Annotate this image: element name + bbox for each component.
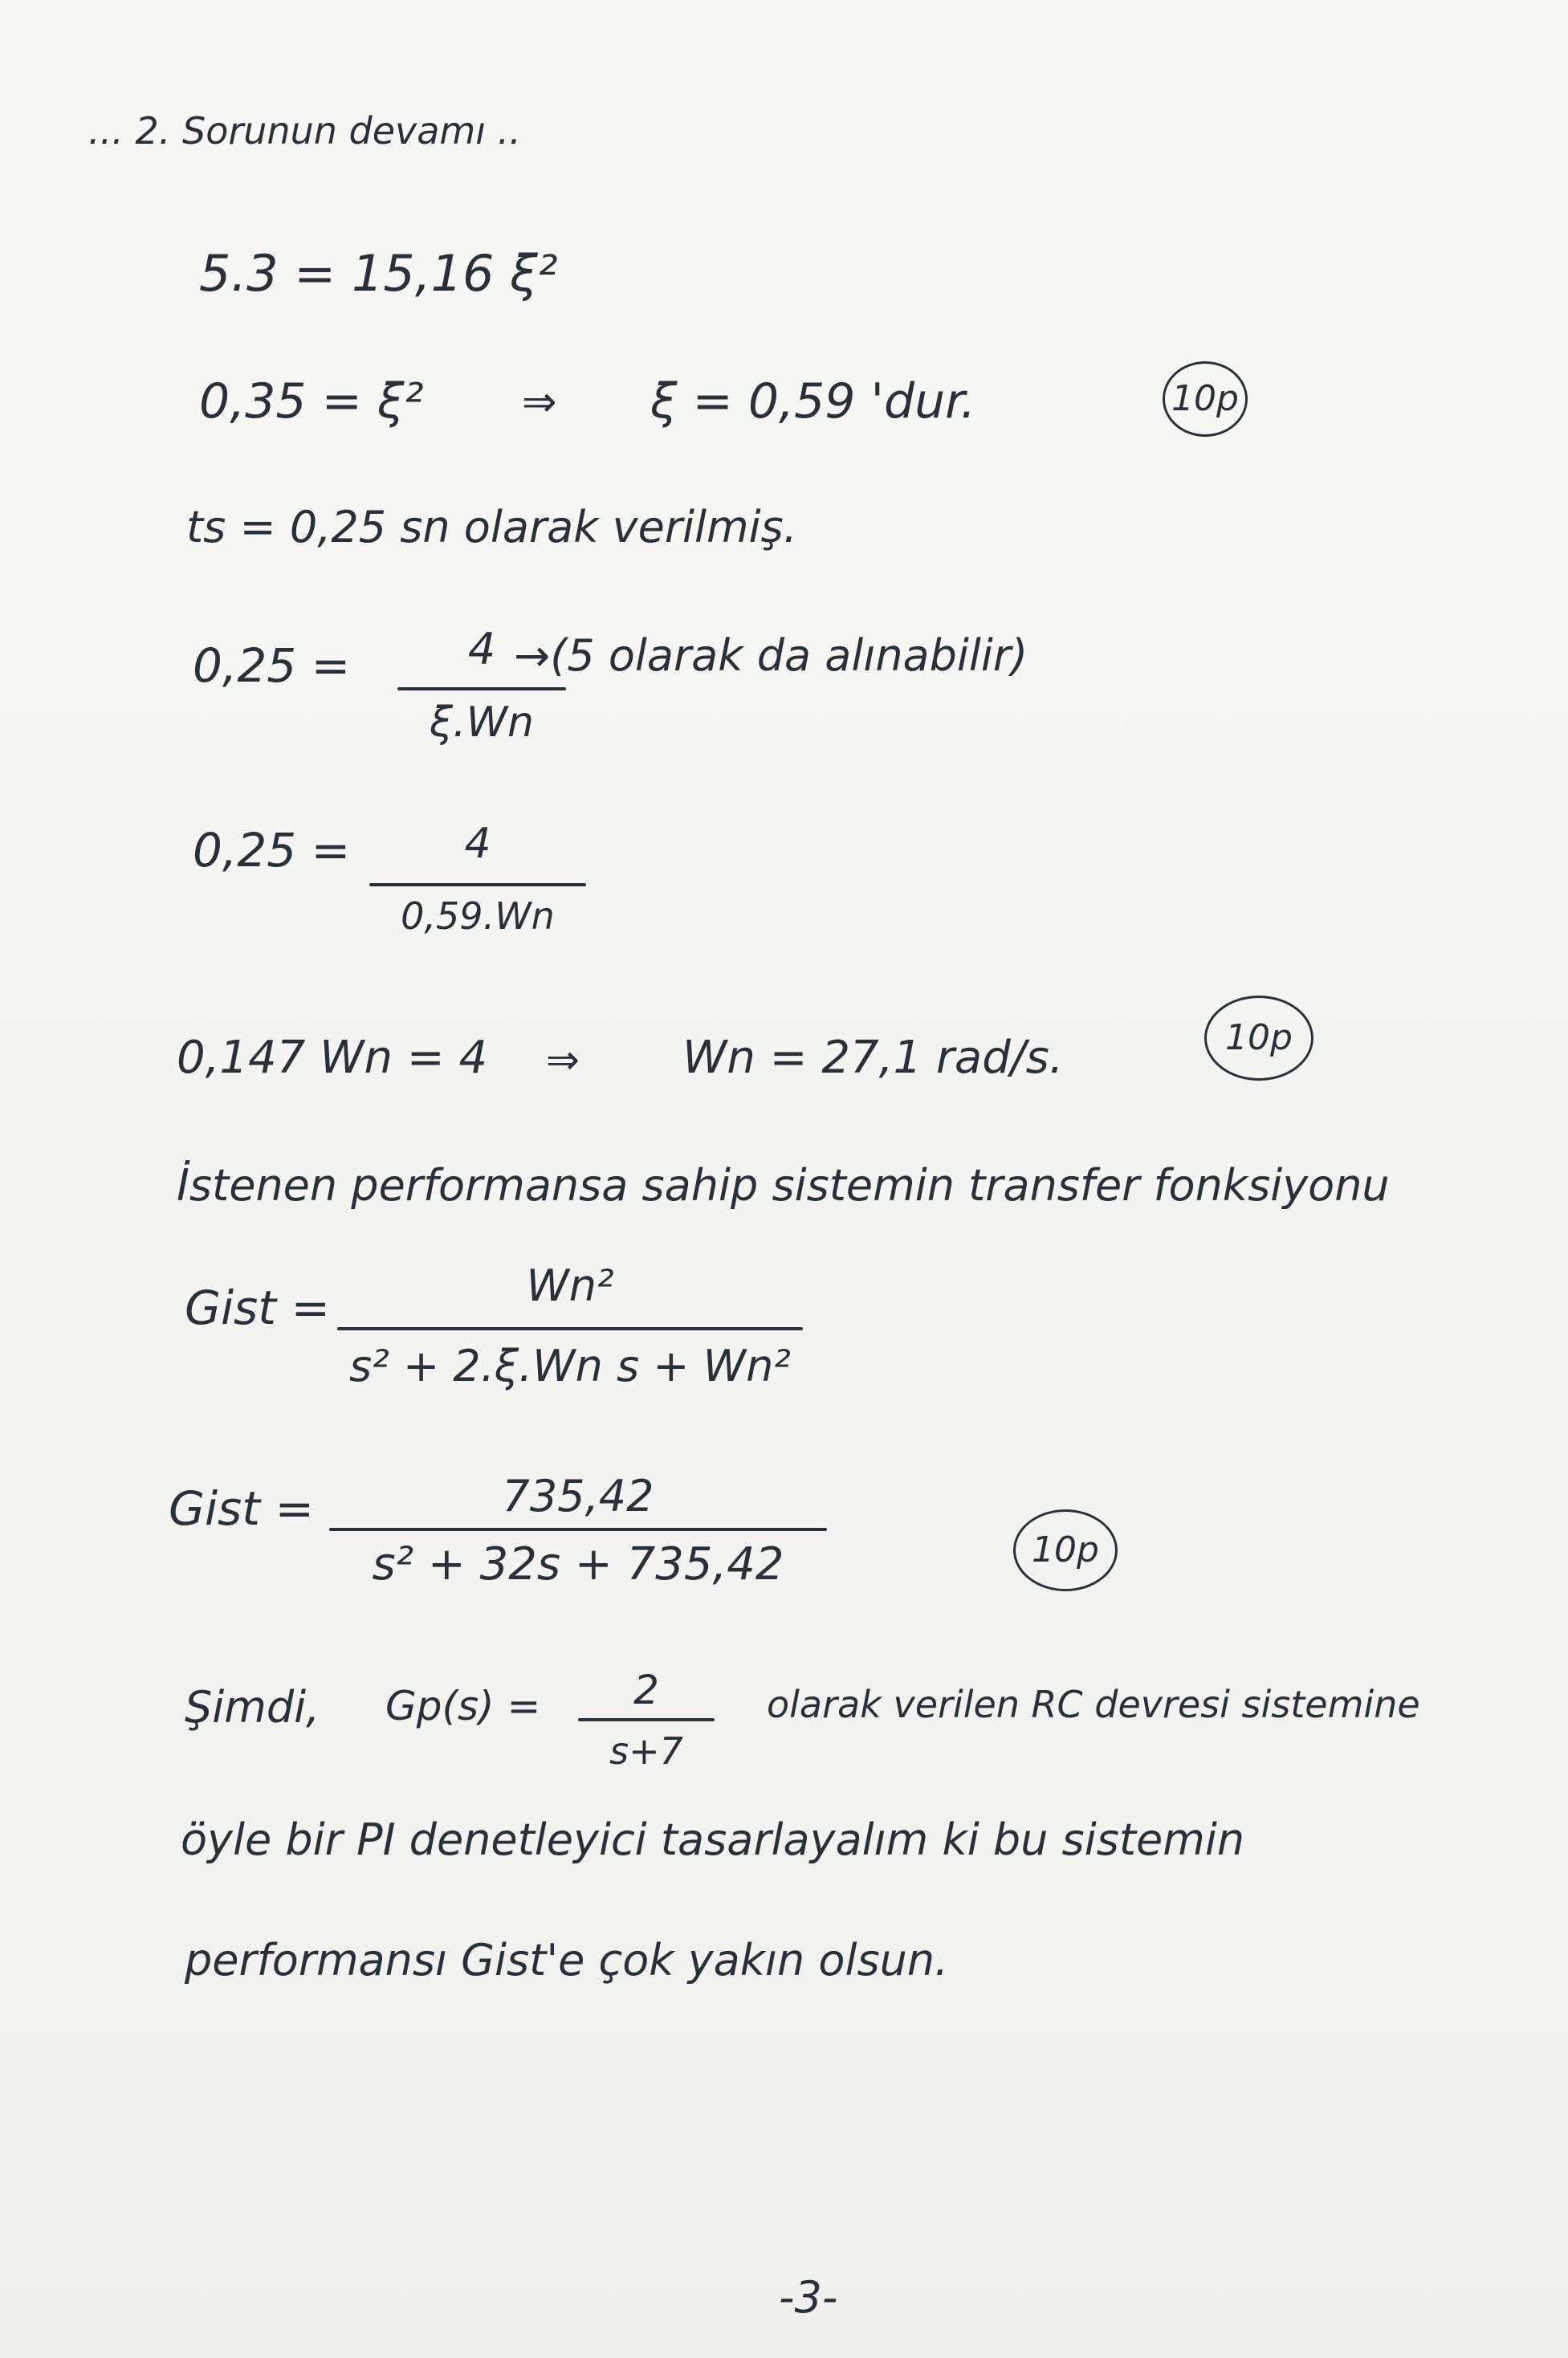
equation-line-6-right: Wn = 27,1 rad/s. (682, 1032, 1064, 1084)
fraction-8-bar (337, 1327, 803, 1330)
score-mark-2: 10p (1204, 996, 1313, 1081)
fraction-9-denominator: s² + 32s + 735,42 (372, 1538, 784, 1590)
equation-line-4-left: 0,25 = (193, 638, 351, 693)
equation-line-2-left: 0,35 = ξ² (199, 373, 424, 430)
equation-line-6-left: 0,147 Wn = 4 (177, 1032, 488, 1084)
transfer-function-sentence: İstenen performansa sahip sistemin transfer fonksiyonu (177, 1160, 1390, 1211)
fraction-10-bar (578, 1718, 715, 1721)
equation-line-9-left: Gist = (169, 1481, 315, 1536)
fraction-10-denominator: s+7 (609, 1729, 683, 1773)
fraction-8 (337, 1256, 803, 1417)
note-alternative-value: →(5 olarak da alınabilir) (514, 630, 1028, 681)
fraction-9-numerator: 735,42 (502, 1471, 654, 1521)
fraction-5-numerator: 4 (464, 820, 491, 868)
fraction-10 (578, 1662, 715, 1782)
equation-line-2-right: ξ = 0,59 'dur. (650, 373, 976, 430)
fraction-4-numerator: 4 (467, 624, 496, 674)
score-mark: 10p (1163, 361, 1248, 437)
page-number: -3- (779, 2272, 838, 2323)
fraction-8-numerator: Wn² (526, 1260, 614, 1311)
equation-line-5-left: 0,25 = (193, 823, 351, 878)
implies-arrow-2: ⇒ (546, 1036, 580, 1083)
implies-arrow: ⇒ (522, 378, 557, 426)
fraction-8-denominator: s² + 2.ξ.Wn s + Wn² (349, 1341, 791, 1391)
fraction-10-numerator: 2 (633, 1667, 659, 1713)
fraction-9-bar (329, 1528, 827, 1531)
fraction-4-bar (397, 687, 566, 690)
fraction-5 (369, 811, 586, 955)
statement-line-2: öyle bir PI denetleyici tasarlayalım ki bu sistemin (181, 1814, 1245, 1865)
statement-line-1-end: olarak verilen RC devresi sistemine (767, 1683, 1420, 1726)
plant-transfer-label: Gp(s) = (385, 1683, 541, 1729)
fraction-5-denominator: 0,59.Wn (401, 894, 555, 938)
equation-line-1: 5.3 = 15,16 ξ² (199, 244, 558, 303)
equation-line-8-left: Gist = (185, 1281, 331, 1335)
score-mark-3: 10p (1013, 1509, 1118, 1591)
fraction-4-denominator: ξ.Wn (430, 698, 534, 747)
statement-line-1-start: Şimdi, (185, 1682, 320, 1733)
header-text: ... 2. Sorunun devamı .. (88, 109, 521, 153)
fraction-5-bar (369, 883, 586, 886)
settling-time-line: ts = 0,25 sn olarak verilmiş. (186, 502, 797, 552)
statement-line-3: performansı Gist'e çok yakın olsun. (185, 1935, 949, 1985)
fraction-9 (329, 1473, 827, 1618)
